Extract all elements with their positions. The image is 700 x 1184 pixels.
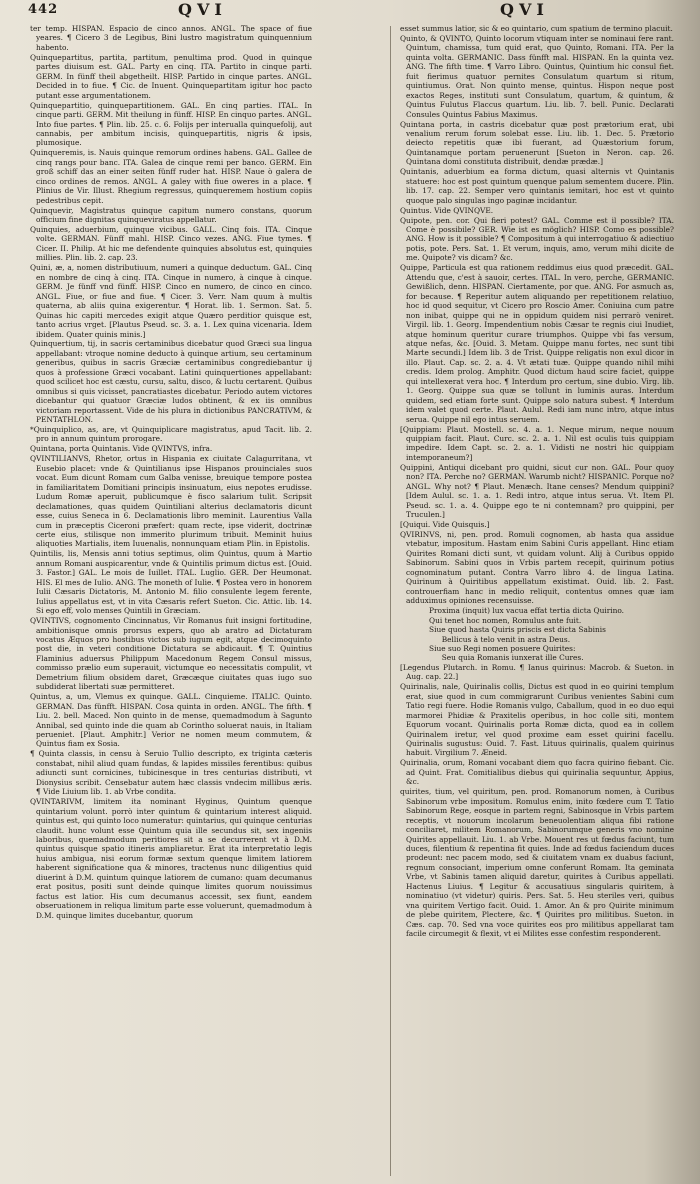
dictionary-entry: Quintilis, lis, Mensis anni totius septimus, olim Quintus, quum à Martio annum Romani auspicarentur, vnde & Quintilis primum dictus est. [Ouid. 3. Fastor.] GAL. Le mois de Iuillet. ITAL. Luglio. GER. Der Heumonat. HIS. El mes de Iulio. ANG. The moneth of Iulie. ¶ Postea vero in honorem Iulii Cæsaris Dictatoris, M. Antonio M. filio consulente legem ferente, Iulius appellatus est, vt in vita Cæsaris refert Sueton. Cic. Attic. lib. 14. Si ego eff, volo menses Quintili in Græciam.: [30, 549, 312, 616]
dictionary-entry: ter temp. HISPAN. Espacio de cinco annos. ANGL. The space of fiue yeares. ¶ Cicero 3 de Legibus, Bini lustro magistratum quinquennium habento.: [30, 24, 312, 52]
dictionary-entry: Quinquevir, Magistratus quinque capitum numero constans, quorum officium fine dignitas quinqueviratus appellatur.: [30, 205, 312, 225]
dictionary-entry: Quintana, porta Quintanis. Vide QVINTVS, infra.: [30, 444, 213, 454]
dictionary-entry: Quintana porta, in castris dicebatur quæ post prætorium erat, ubi venalium rerum forum solebat esse. Liu. lib. 1. Dec. 5. Prætorio deiecto repetitis quæ ibi fuerant, ad Quæstorium forum, Quintanamque portam peruenerunt [Sueton in Neron. cap. 26. Quintana domi constituta distribuit, dendæ prædæ.]: [400, 119, 674, 167]
dictionary-entry: Quirinalia, orum, Romani vocabant diem quo facra quirino fiebant. Cic. ad Quint. Frat. Comitialibus diebus qui quirinalia sequuntur, Appius, &c.: [400, 758, 674, 787]
right-column: [400, 24, 674, 1176]
dictionary-entry: QVINTILIANVS, Rhetor, ortus in Hispania ex ciuitate Calagurritana, vt Eusebio placet: vnde & Quintilianus ipse Hispanos prouinciales suos vocat. Eum dicunt Romam cum Galba venisse, breuique tempore postea in familiaritatem Domitiani principis insinuatum, eius nepotes erudisse. Ludum Romæ aperuit, publicumque è fisco salarium tulit. Scripsit declamationes, quas quidem Quintiliani alterius declamatoris dicunt esse, cuius Seneca in 6. Declamationis libro meminit. Laurentius Valla cum in præceptis Ciceroni præfert: quam recte, ipse viderit, doctrinæ certe eius, stilisque non immerito plurimum tribuit. Meminit huius aliquoties Martialis, item Iuuenalis, nonnunquam etiam Plin. in Epistolis.: [30, 454, 312, 549]
column-divider: [390, 26, 391, 1176]
dictionary-entry: *Quinquiplico, as, are, vt Quinquiplicare magistratus, apud Tacit. lib. 2. pro in annum quintum prorogare.: [30, 425, 312, 444]
dictionary-entry: Quintus. Vide QVINQVE.: [400, 205, 494, 215]
dictionary-entry: Quini, æ, a, nomen distributiuum, numeri a quinque deductum. GAL. Cinq en nombre de cinq à cinq. ITA. Cinque in numero, à cinque à cinque. GERM. Je fünff vnd fünff. HISP. Cinco en numero, de cinco en cinco. ANGL. Fiue, or fiue and fiue. ¶ Cicer. 3. Verr. Nam quum à multis quaterna, ab aliis quina exigerentur. ¶ Horat. lib. 1. Sermon. Sat. 5. Quinas hic capiti mercedes exigit atque Quæro perditior quisque est, tanto acrius vrget. [Plautus Pseud. sc. 3. a. 1. Lex quina vicenaria. Idem ibidem. Quater quinis minis.]: [30, 263, 312, 339]
running-head-left: QVI: [178, 0, 227, 19]
dictionary-entry: Quinquepartitio, quinquepartitionem. GAL. En cinq parties. ITAL. In cinque parti. GERM. Mit theilung in fünff. HISP. En cinquo partes. ANGL. Into fiue partes. ¶ Plin. lib. 25. c. 6. Folijs per interualla quinquefolij, aut cannabis, per ambitum incisis, quinquepartitis, nigris & ipsis, plumosique.: [30, 100, 312, 148]
page-header: [0, 0, 700, 22]
dictionary-entry: QVINTIVS, cognomento Cincinnatus, Vir Romanus fuit insigni fortitudine, ambitionisque omnis prorsus expers, quo ab aratro ad Dictaturam vocatus Æquos pro hostibus victos sub iugum egit, atque decimoquinto post die, in veteri conditione Dictatura se abdicauit. ¶ T. Quintius Flaminius aduersus Philippum Macedonum Regem Consul missus, commisso prælio eum superauit, victumque eo necessitatis compulit, vt Demetrium filium obsidem daret, Græcæque ciuitates quas iugo suo subdiderat libertati suæ permitteret.: [30, 616, 312, 692]
verse-line: Proxima (inquit) lux vacua effat tertia dicta Quirino.: [422, 606, 625, 616]
dictionary-entry: [Quippiam: Plaut. Mostell. sc. 4. a. 1. Neque mirum, neque nouum quippiam facit. Plaut. Curc. sc. 2. a. 1. Nil est oculis tuis quippiam impedire. Idem Capt. sc. 2. a. 1. Vidisti ne nostri hic quippiam intemporaneum?]: [400, 424, 674, 462]
verse-line: Seu quia Romanis iunxerat ille Cures.: [430, 653, 584, 663]
dictionary-entry: quirites, tium, vel quiritum, pen. prod. Romanorum nomen, à Curibus Sabinorum vrbe impositum. Romulus enim, inito fœdere cum T. Tatio Sabinorum Rege, eosque in partem regni, Sabinosque in Vrbis partem receptis, vt nouorum incolarum beneuolentiam aliqua fibi ratione conciliaret, militem Romanorum, Sabinorumque generis vno nomine Quirites appellauit. Liu. 1. ab Vrbe. Mouent res ut fœdus faciunt, tum duces, filentium & repentina fit quies. Inde ad fœdus faciendum duces prodeunt: nec pacem modo, sed & ciuitatem vnam ex duabus faciunt, regnum consociant, imperium omne conferunt Romam. Ita geminata Vrbe, vt Sabinis tamen aliquid daretur, quirites à Curibus appellati. Hactenus Liuius. ¶ Legitur & accusatiuus singularis quiritem, à nominatiuo (vt videtur) quiris. Pers. Sat. 5. Heu steriles veri, quibus vna quiritem Vertigo facit. Ouid. 1. Amor. An & pro Quirite minimum de plebe quiritem, Plectere, &c. ¶ Quirites pro militibus. Sueton. in Cæs. cap. 70. Sed vna voce quirites eos pro militibus appellarat tam facile circumegit & flexit, vt ei Milites esse confestim responderent.: [400, 787, 674, 939]
dictionary-entry: Quintus, a, um, Vlemus ex quinque. GALL. Cinquieme. ITALIC. Quinto. GERMAN. Das fünfft. HISPAN. Cosa quinta in orden. ANGL. The fifth. ¶ Liu. 2. bell. Maced. Non quinto in de mense, quemadmodum à Sagunto Annibal, sed quinto inde die quam ab Corintho soluerat nauis, in Italiam perueniet. [Plaut. Amphitr.] Verior ne nomen meum commutem, & Quintus fiam ex Sosia.: [30, 692, 312, 749]
dictionary-entry: esset summus latior, sic & eo quintario, cum spatium de termino placuit.: [400, 24, 673, 33]
dictionary-entry: Quinquertium, tij, in sacris certaminibus dicebatur quod Græci sua lingua appellabant: vtroque nomine deducto à quinque artium, seu certaminum generibus, quibus in sacris Græciæ certaminibus congrediebantur ij quos à professione Græci vocabant. Latini quinquertiones appellabant: quod scilicet hoc est cæstu, cursu, saltu, disco, & luctu certarent. Quibus omnibus si quis vicisset, pancratiastes dicebatur. Periodo autem victores dicebantur qui quatuor Græciæ ludos obtinent, & ex iis omnibus victoriam reportassent. Vide de his plura in dictionibus PANCRATIVM, & PENTATHLON.: [30, 339, 312, 425]
dictionary-entry: QVINTARIVM, limitem ita nominant Hyginus, Quintum quenque quintarium volunt. porrò inter quintum & quintarium interest aliquid. quintus est, qui quinto loco numeratur: quintarius, qui quinque centurias claudit. hunc volunt esse Quintum quia ille secundus sit, sex ingeniis laboribus, quemadmodum peritiores sit a se decurrerent vt à D.M. quintus quisque spatio itineris ampliaretur. Erat ita interpretatio legis huius ambigua, nisi eorum formæ sextum quenque limitem latiorem haberent significatione qua & minores, tractenus nunc diligentius quid diuerint à D.M. quintum quinque latiorem de cumano: quam decumanus erat positus, positi sunt deinde quinque limites quorum nouissimus factus est latior. His cum decumanus accessit, sex fiunt, eandem obseruationem in reliqua limitum parte esse voluerunt, quemadmodum à D.M. quinque limites ducebantur, quorum: [30, 797, 312, 920]
dictionary-entry: Quintanis, aduerbium ea forma dictum, quasi alternis vt Quintanis statuere: hoc est post quintum quenque palum sementem ducere. Plin. lib. 17. cap. 22. Semper vero quintanis iemitari, hoc est vt quinto quoque palo singulas ingo paginæ incidantur.: [400, 167, 674, 205]
dictionary-entry: QVIRINVS, ni, pen. prod. Romuli cognomen, ab hasta qua assidue vtebatur, impositum. Hastam enim Sabini Curis appellant. Hinc etiam Quirites Romani dicti sunt, vt quidam volunt. Alij à Curibus oppido Sabinorum. Sabini quos in Vrbis partem recepit, quirinum potius cognominatum putant. Contra Varro libro 4. de lingua Latina. Quirinum à Quiritibus appellatum existimat. Ouid. lib. 2. Fast. controuerfiam hanc in medio reliquit, contentus omnes quæ iam adduximus opiniones recensuisse.: [400, 530, 674, 606]
verse-line: Qui tenet hoc nomen, Romulus ante fuit.: [422, 615, 582, 625]
left-column: [30, 24, 312, 1176]
dictionary-entry: Quirinalis, nale, Quirinalis collis, Dictus est quod in eo quirini templum erat, siue quod in cum commigrarunt Curibus venientes Sabini cum Tatio regi fuere. Hodie Romanis vulgo, Caballum, quod in eo duo equi marmorei Phidiæ & Praxitelis operibus, in hoc colle siti, montem Equorum vocant. Quirinalis porta Romæ dicta, quod ea in collem Quirinalem iretur, vel quod proxime eam esset quirini facellu. Quirinalis sugustus: Ouid. 7. Fast. Lituus quirinalis, qualem quirinus habuit. Virgilium 7. Æneid.: [400, 682, 674, 758]
dictionary-entry: Quippe, Particula est qua rationem reddimus eius quod præcedit. GAL. Attendu que, c'est à sauoir, certes. ITAL. In vero, perche, GERMANIC. Gewißlich, denn. HISPAN. Ciertamente, por que. ANG. For asmuch as, for because. ¶ Reperitur autem aliquando per repetitionem relatiuo, hoc id quod sequitur, vt Cicero pro Roscio Amer. Coniuina cum patre non inibat, quippe qui ne in oppidum quidem nisi perrarò veniret. Virgil. lib. 1. Georg. Impendentium nobis Cæsar te regnis ciui Inudiet, atque hominum queritur curare triumphos. Quippe vbi fas versum, atque nefas, &c. [Ouid. 3. Metam. Quippe manu fortes, nec sunt tibi Marte secundi.] Idem lib. 3 de Trist. Quippe religatis non exul dicor in illo. Plaut. Cap. sc. 2. a. 4. Vt ætati tuæ. Quippe quando nihil mihi credis. Idem prolog. Amphitr. Quod dictum haud scire faciet, quippe qui intellexerat vera hoc. ¶ Interdum pro certum, sine dubio. Virg. lib. 1. Georg. Quippe sua quæ se tollunt in luminis auras. Interdum quidem, sed etiam forte sunt. Quippe solo natura subest. ¶ Interdum idem valet quod certe. Plaut. Aulul. Redi iam nunc intro, atque intus serua. Quippe nil ego intus seruem.: [400, 263, 674, 424]
dictionary-entry: Quipote, pen. cor. Qui fieri potest? GAL. Comme est il possible? ITA. Come è possibile? GER. Wie ist es möglich? HISP. Como es possible? ANG. How is it possible? ¶ Compositum à qui interrogatiuo & adiectiuo potis, pote. Pers. Sat. 1. Et verum, inquis, amo, verum mihi dicite de me. Quipote? vis dicam? &c.: [400, 215, 674, 263]
running-head-right: QVI: [500, 0, 549, 19]
dictionary-entry: Quinto, & QVINTO, Quinto locorum vtiquam inter se nominaui fere rant. Quintum, chamissa, tum quid erat, quo Quinto, Romani. ITA. Per la quinta volta. GERMANIC. Dass fünfft mal. HISPAN. En la quinta vez. ANG. The fifth time. ¶ Varro Libro. Quintus, Quintium hic consul fiet. fuit fierimus quatuor pernites Consulatum quartum si ritum, quintiumus. Orat. Non quinto mense, quintus. Hispon neque post exactos Reges, instituti sunt Consulatum, quartum, & quintum, & Quintus Fulutus Flaccus quartum. Liu. lib. 7. bell. Punic. Declarati Consules Quintus Fabius Maximus.: [400, 33, 674, 119]
verse-line: Siue suo Regi nomen posuere Quirites:: [422, 643, 576, 653]
dictionary-entry: [Quiqui. Vide Quisquis.]: [400, 520, 490, 530]
dictionary-entry: Quippini, Antiqui dicebant pro quidni, sicut cur non. GAL. Pour quoy non? ITA. Perche no? GERMAN. Warumb nicht? HISPANIC. Porque no? ANGL. Why not? ¶ Plaut. Menæch. Itane censes? Mendum quippini? [Idem Aulul. sc. 1. a. 1. Redi intro, atque intus serua. Vt. Item Pl. Pseud. sc. 1. a. 4. Quippe ego te ni contemnam? pro quippini, per Truculen.]: [400, 462, 674, 520]
dictionary-entry: Quinquepartitus, partita, partitum, penultima prod. Quod in quinque partes diuisum est. GAL. Party en cinq. ITA. Partito in cinque parti. GERM. In fünff theil abgetheilt. HISP. Partido in cinque partes. ANGL. Decided in to fiue. ¶ Cic. de Inuent. Quinquepartitam igitur hoc pacto putant esse argumentationem.: [30, 52, 312, 100]
dictionary-entry: ¶ Quinta classis, in censu à Seruio Tullio descripto, ex triginta cæteris constabat, nihil aliud quam fundas, & lapides missiles ferentibus: quibus adiuncti sunt cornicines, tubicinesque in tres centurias distributi, vt Dionysius scribit. Censebatur autem hæc classis vndecim millibus æris. ¶ Vide Liuium lib. 1. ab Vrbe condita.: [30, 749, 312, 797]
page-number: 442: [28, 2, 59, 17]
verse-line: Bellicus à telo venit in astra Deus.: [430, 634, 571, 644]
verse-line: Siue quod hasta Quiris priscis est dicta Sabinis: [422, 625, 606, 635]
dictionary-entry: Quinqueremis, is. Nauis quinque remorum ordines habens. GAL. Gallee de cinq rangs pour banc. ITA. Galea de cinque remi per banco. GERM. Ein groß schiff das an einer seiten fünff ruder hat. HISP. Naue ò galera de cinco ordines de remos. ANGL. A galey with fiue oweres in a place. ¶ Plinius de Vir. Illust. Rhegium regressus, quinqueremem hostium copiis pedestribus cepit.: [30, 148, 312, 205]
dictionary-entry: Quinquies, aduerbium, quinque vicibus. GALL. Cinq fois. ITA. Cinque volte. GERMAN. Fünff mahl. HISP. Cinco vezes. ANG. Fiue tymes. ¶ Cicer. II. Philip. At hic me defendente quinquies absolutus est, quinquies millies. Plin. lib. 2. cap. 23.: [30, 225, 312, 263]
dictionary-entry: [Legendus Plutarch. in Romu. ¶ Ianus quirinus: Macrob. & Sueton. in Aug. cap. 22.]: [400, 662, 674, 682]
